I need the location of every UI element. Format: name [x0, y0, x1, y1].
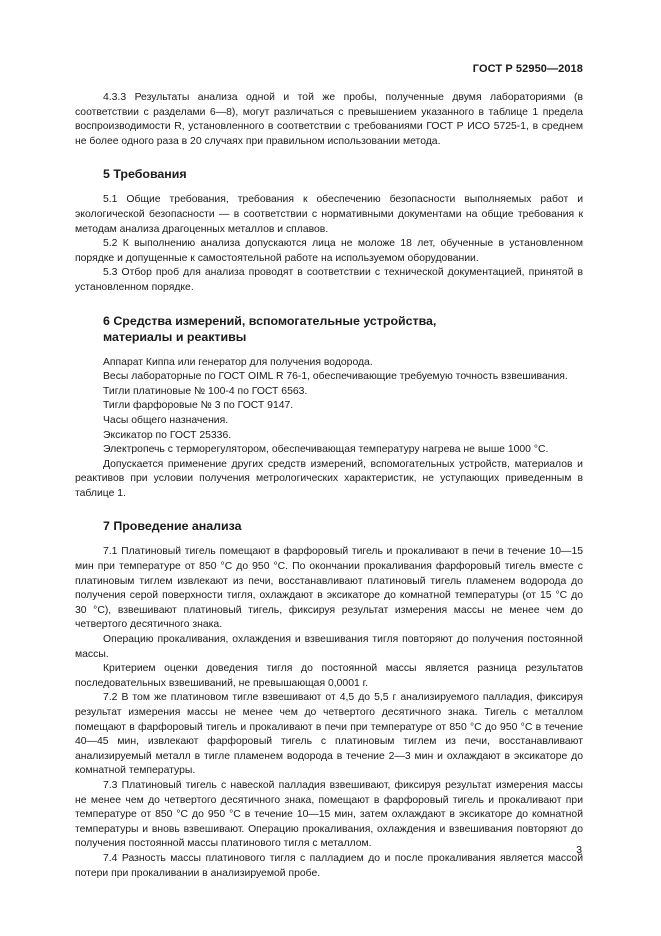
- section-6-heading-line1: 6 Средства измерений, вспомогательные устройства,: [103, 313, 437, 328]
- equipment-note: Допускается применение других средств измерений, вспомогательных устройств, материалов и реактивов при условии получения метрологических характеристик, не уступающих приведенным в таблице 1.: [75, 458, 583, 499]
- paragraph-5-3: 5.3 Отбор проб для анализа проводят в соответствии с технической документацией, принятой в установленном порядке.: [75, 267, 583, 293]
- paragraph-7-3: 7.3 Платиновый тигель с навеской палладия взвешивают, фиксируя результат измерения массы не менее чем до четвертого десятичного знака, помещают в фарфоровый тигель и прокаливают при температуре от 850 °С до 950 °С в течение 10—15 мин, затем охлаждают в эксикаторе до комнатной температуры и вновь взвешивают. Операцию прокаливания, охлаждения и взвешивания повторяют до получения постоянной массы платинового тигля с металлом.: [75, 779, 583, 850]
- paragraph-5-1: 5.1 Общие требования, требования к обеспечению безопасности выполняемых работ и экологической безопасности — в соответствии с нормативными документами на общие требования к методам анализа драгоценных металлов и сплавов.: [75, 194, 583, 235]
- page-number: 3: [576, 845, 582, 856]
- page-content: [75, 91, 583, 881]
- paragraph-7-4: 7.4 Разность массы платинового тигля с палладием до и после прокаливания является массой потери при прокаливании в анализируемой пробе.: [75, 852, 583, 879]
- paragraph-7-1: 7.1 Платиновый тигель помещают в фарфоровый тигель и прокаливают в печи в течение 10—15 мин при температуре от 850 °С до 950 °С. По окончании прокаливания фарфоровый тигель вместе с платиновым тиглем извлекают из печи, восстанавливают платиновый тигель пламенем водорода до получения серой поверхности тигля, охлаждают в эксикаторе до комнатной температуры (от 15 °С до 30 °С), взвешивают платиновый тигель, фиксируя результат измерения массы не менее чем до четвертого десятичного знака.: [75, 546, 583, 631]
- equipment-item: Часы общего назначения.: [103, 414, 229, 426]
- paragraph-5-2: 5.2 К выполнению анализа допускаются лица не моложе 18 лет, обученные в установленном порядке и допущенные к самостоятельной работе на используемом оборудовании.: [75, 238, 583, 264]
- section-6-heading-line2: материалы и реактивы: [103, 329, 247, 344]
- equipment-item: Аппарат Киппа или генератор для получения водорода.: [103, 356, 373, 368]
- equipment-item: Весы лабораторные по ГОСТ OIML R 76-1, обеспечивающие требуемую точность взвешивания.: [103, 371, 568, 383]
- paragraph-7-1-repeat: Операцию прокаливания, охлаждения и взвешивания тигля повторяют до получения постоянной массы.: [75, 634, 583, 660]
- equipment-item: Тигли фарфоровые № 3 по ГОСТ 9147.: [103, 400, 294, 412]
- equipment-item: Тигли платиновые № 100-4 по ГОСТ 6563.: [103, 385, 308, 397]
- paragraph-4-3-3: 4.3.3 Результаты анализа одной и той же пробы, полученные двумя лабораториями (в соответствии с разделами 6—8), могут различаться с превышением указанного в таблице 1 предела воспроизводимости R, установленного в соответствии с требованиями ГОСТ Р ИСО 5725-1, в среднем не более одного раза в 20 случаях при правильном использовании метода.: [75, 92, 583, 147]
- paragraph-7-1-criterion: Критерием оценки доведения тигля до постоянной массы является разница результатов последовательных взвешиваний, не превышающая 0,0001 г.: [75, 663, 583, 689]
- equipment-item: Эксикатор по ГОСТ 25336.: [103, 429, 232, 441]
- document-code: ГОСТ Р 52950—2018: [472, 63, 583, 75]
- equipment-item: Электропечь с терморегулятором, обеспечивающая температуру нагрева не выше 1000 °С.: [103, 444, 549, 456]
- section-5-heading: 5 Требования: [103, 167, 187, 182]
- paragraph-7-2: 7.2 В том же платиновом тигле взвешивают от 4,5 до 5,5 г анализируемого палладия, фиксируя результат измерения массы не менее чем до четвертого десятичного знака. Тигель с металлом помещают в фарфоровый тигель и прокаливают в печи при температуре от 850 °С до 950 °С в течение 40—45 мин, извлекают фарфоровый тигель с платиновым тиглем из печи, восстанавливают анализируемый металл в тигле пламенем водорода в течение 2—3 мин и охлаждают в эксикаторе до комнатной температуры.: [75, 692, 583, 777]
- section-7-heading: 7 Проведение анализа: [103, 519, 242, 534]
